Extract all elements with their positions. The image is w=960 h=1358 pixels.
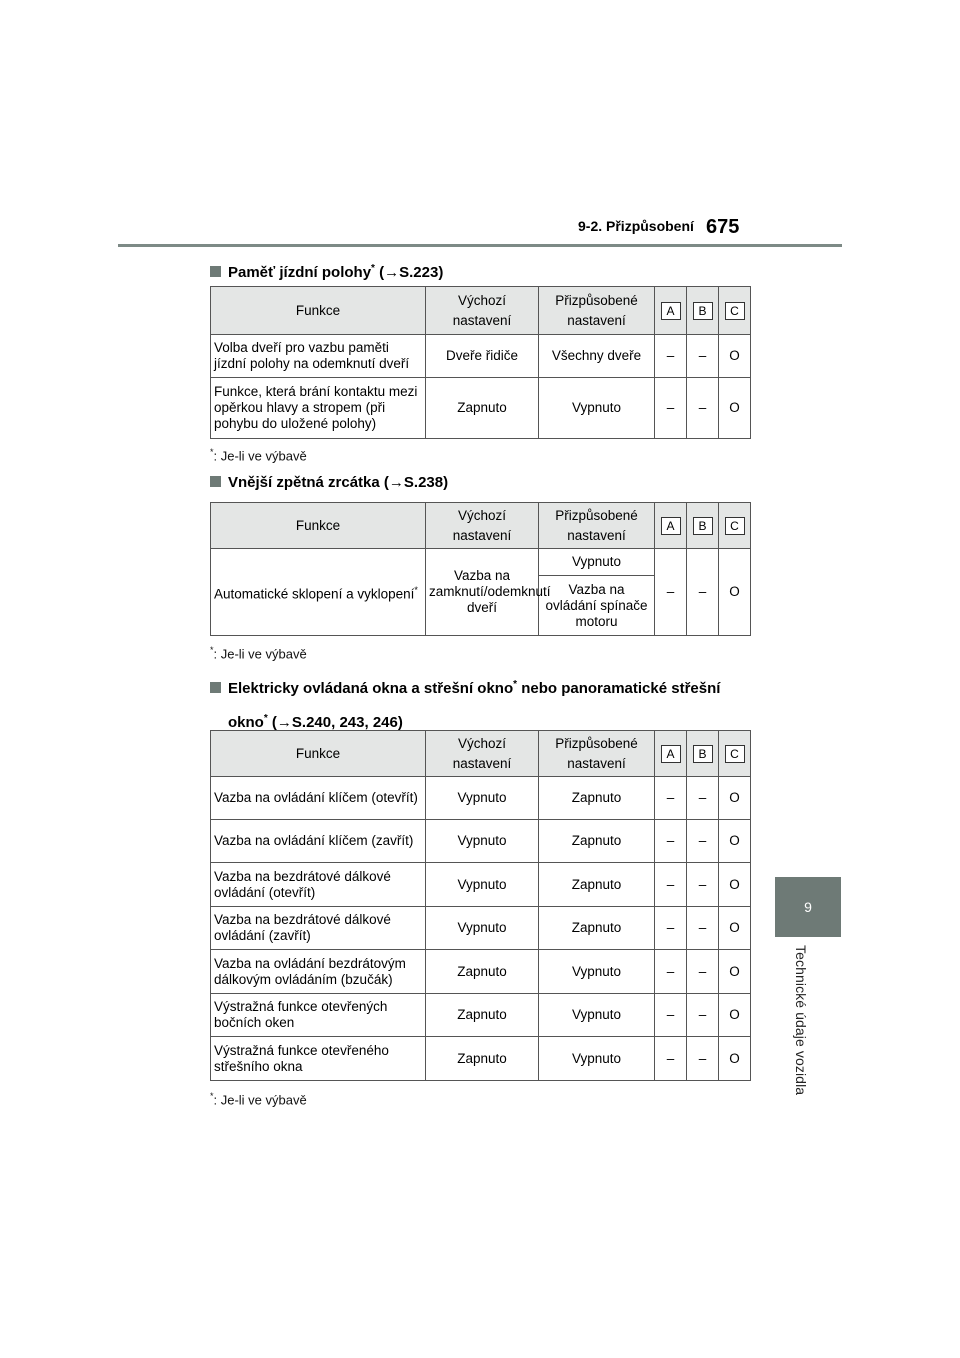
- bullet-square-icon: [210, 266, 221, 277]
- header-custom: Přizpůsobené nastavení: [539, 287, 655, 335]
- table-header-row: Funkce Výchozí nastavení Přizpůsobené nastavení A B C: [211, 503, 751, 549]
- header-divider: [118, 244, 842, 247]
- table-windows: [210, 730, 751, 1081]
- table-row: Výstražná funkce otevřených bočních oken Zapnuto Vypnuto – – O: [211, 994, 751, 1037]
- bullet-square-icon: [210, 476, 221, 487]
- section-heading-memory: Paměť jízdní polohy* (→S.223): [210, 258, 443, 284]
- table-row: Vazba na bezdrátové dálkové ovládání (zavřít) Vypnuto Zapnuto – – O: [211, 907, 751, 950]
- section-heading-mirrors: Vnější zpětná zrcátka (→S.238): [210, 472, 448, 494]
- table-memory: [210, 286, 751, 439]
- table-row: Vazba na ovládání klíčem (zavřít) Vypnuto Zapnuto – – O: [211, 820, 751, 863]
- table-row: Vazba na ovládání klíčem (otevřít) Vypnuto Zapnuto – – O: [211, 777, 751, 820]
- table-row: Volba dveří pro vazbu paměti jízdní polohy na odemknutí dveří Dveře řidiče Všechny dveře – – O: [211, 335, 751, 378]
- section-title: 9-2. Přizpůsobení: [578, 218, 694, 234]
- table-mirrors: [210, 502, 751, 636]
- table-row: Vazba na ovládání spínače motoru: [211, 576, 751, 636]
- table-row: Vazba na ovládání bezdrátovým dálkovým ovládáním (bzučák) Zapnuto Vypnuto – – O: [211, 950, 751, 994]
- section-heading-windows: Elektricky ovládaná okna a střešní okno* nebo panoramatické střešní okno* (→S.240, 243, 246): [210, 674, 720, 734]
- header-a: A: [661, 302, 681, 320]
- table-row: Automatické sklopení a vyklopení* Vazba na zamknutí/odemknutí dveří Vypnuto – – O: [211, 549, 751, 576]
- footnote: *: Je-li ve výbavě: [210, 645, 307, 662]
- bullet-square-icon: [210, 682, 221, 693]
- page-number: 675: [706, 216, 740, 238]
- footnote: *: Je-li ve výbavě: [210, 447, 307, 464]
- header-b: B: [693, 302, 713, 320]
- header-function: Funkce: [211, 287, 426, 335]
- chapter-label: Technické údaje vozidla: [793, 945, 809, 1096]
- table-header-row: Funkce Výchozí nastavení Přizpůsobené nastavení A B C: [211, 731, 751, 777]
- table-row: Funkce, která brání kontaktu mezi opěrkou hlavy a stropem (při pohybu do uložené polohy) Zapnuto Vypnuto – – O: [211, 378, 751, 439]
- table-header-row: [211, 287, 751, 335]
- chapter-tab: [775, 877, 841, 937]
- header-default: Výchozí nastavení: [426, 287, 539, 335]
- header-c: C: [725, 302, 745, 320]
- footnote: *: Je-li ve výbavě: [210, 1091, 307, 1108]
- table-row: Výstražná funkce otevřeného střešního okna Zapnuto Vypnuto – – O: [211, 1037, 751, 1081]
- table-row: Vazba na bezdrátové dálkové ovládání (otevřít) Vypnuto Zapnuto – – O: [211, 863, 751, 907]
- chapter-number: 9: [804, 899, 812, 915]
